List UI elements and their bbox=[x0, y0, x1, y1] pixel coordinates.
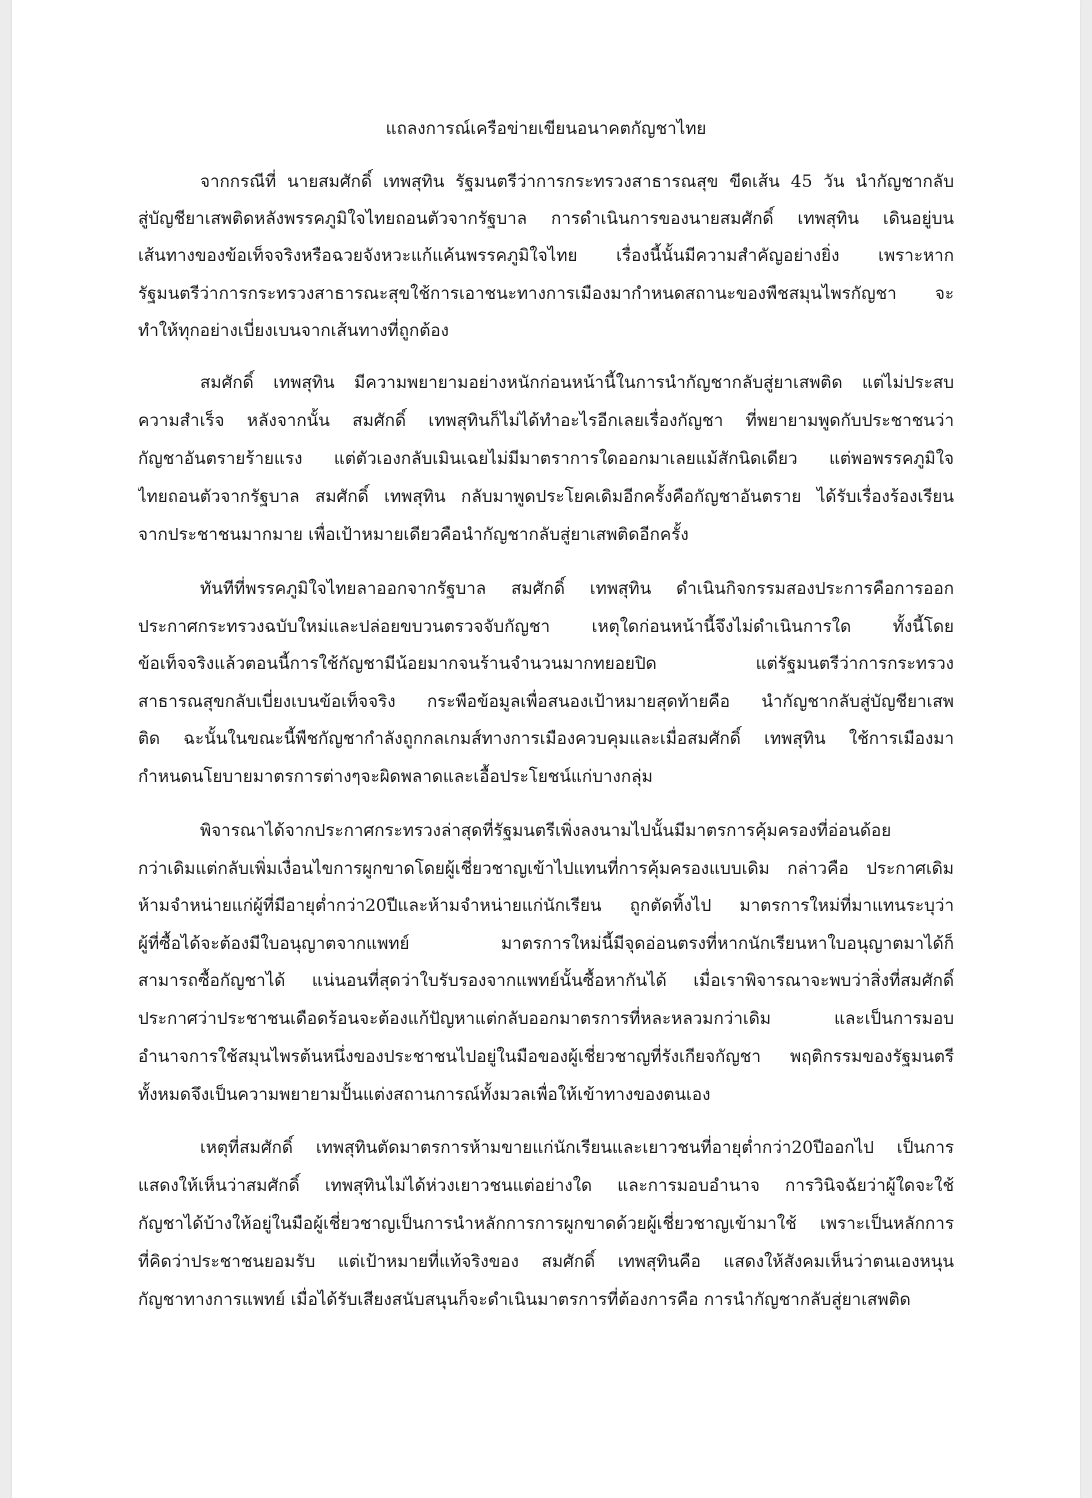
paragraph-line: สมศักดิ์ เทพสุทิน มีความพยายามอย่างหนักก่อนหน้านี้ในการนำกัญชากลับสู่ยาเสพติด แต่ไม่ประสบ bbox=[200, 373, 954, 393]
paragraph-line: รัฐมนตรีว่าการกระทรวงสาธารณะสุขใช้การเอาชนะทางการเมืองมากำหนดสถานะของพืชสมุนไพรกัญชา จะ bbox=[138, 284, 954, 304]
paragraph-line: เส้นทางของข้อเท็จจริงหรือฉวยจังหวะแก้แค้นพรรคภูมิใจไทย เรื่องนี้นั้นมีความสำคัญอย่างยิ่ง เพราะหาก bbox=[138, 246, 954, 266]
paragraph-line: เหตุที่สมศักดิ์ เทพสุทินตัดมาตรการห้ามขายแก่นักเรียนและเยาวชนที่อายุต่ำกว่า20ปีออกไป เป็นการ bbox=[200, 1138, 954, 1158]
paragraph-line: ความสำเร็จ หลังจากนั้น สมศักดิ์ เทพสุทินก็ไม่ได้ทำอะไรอีกเลยเรื่องกัญชา ที่พยายามพูดกับประชาชนว่า bbox=[138, 411, 954, 431]
paragraph-line: ประกาศกระทรวงฉบับใหม่และปล่อยขบวนตรวจจับกัญชา เหตุใดก่อนหน้านี้จึงไม่ดำเนินการใด ทั้งนี้โดย bbox=[138, 617, 954, 637]
paragraph-line: กำหนดนโยบายมาตรการต่างๆจะผิดพลาดและเอื้อประโยชน์แก่บางกลุ่ม bbox=[138, 767, 653, 787]
paragraph-line: กัญชาได้บ้างให้อยู่ในมือผู้เชี่ยวชาญเป็นการนำหลักการการผูกขาดด้วยผู้เชี่ยวชาญเข้ามาใช้ เพราะเป็นหลักการ bbox=[138, 1214, 954, 1234]
paragraph-line: จากกรณีที่ นายสมศักดิ์ เทพสุทิน รัฐมนตรีว่าการกระทรวงสาธารณสุข ขีดเส้น 45 วัน นำกัญชากลับ bbox=[200, 172, 954, 192]
paragraph-line: สู่บัญชียาเสพติดหลังพรรคภูมิใจไทยถอนตัวจากรัฐบาล การดำเนินการของนายสมศักดิ์ เทพสุทิน เดินอยู่บน bbox=[138, 209, 954, 229]
paragraph-line: ข้อเท็จจริงแล้วตอนนี้การใช้กัญชามีน้อยมากจนร้านจำนวนมากทยอยปิด แต่รัฐมนตรีว่าการกระทรวง bbox=[138, 654, 954, 674]
paragraph-line: สาธารณสุขกลับเบี่ยงเบนข้อเท็จจริง กระพือข้อมูลเพื่อสนองเป้าหมายสุดท้ายคือ นำกัญชากลับสู่บัญชียาเสพ bbox=[138, 692, 954, 712]
paragraph-line: ห้ามจำหน่ายแก่ผู้ที่มีอายุต่ำกว่า20ปีและห้ามจำหน่ายแก่นักเรียน ถูกตัดทิ้งไป มาตรการใหม่ที่มาแทนระบุว่า bbox=[138, 896, 954, 916]
paragraph-line: ทันทีที่พรรคภูมิใจไทยลาออกจากรัฐบาล สมศักดิ์ เทพสุทิน ดำเนินกิจกรรมสองประการคือการออก bbox=[200, 579, 954, 599]
paragraph-line: จากประชาชนมากมาย เพื่อเป้าหมายเดียวคือนำกัญชากลับสู่ยาเสพติดอีกครั้ง bbox=[138, 525, 689, 545]
paragraph-line: ที่คิดว่าประชาชนยอมรับ แต่เป้าหมายที่แท้จริงของ สมศักดิ์ เทพสุทินคือ แสดงให้สังคมเห็นว่าตนเองหนุน bbox=[138, 1252, 954, 1272]
paragraph-line: กว่าเดิมแต่กลับเพิ่มเงื่อนไขการผูกขาดโดยผู้เชี่ยวชาญเข้าไปแทนที่การคุ้มครองแบบเดิม กล่าวคือ ประกาศเดิม bbox=[138, 859, 954, 879]
paragraph-line: สามารถซื้อกัญชาได้ แน่นอนที่สุดว่าใบรับรองจากแพทย์นั้นซื้อหากันได้ เมื่อเราพิจารณาจะพบว่าสิ่งที่สมศักดิ์ bbox=[138, 971, 954, 991]
paragraph-line: ทั้งหมดจึงเป็นความพยายามปั้นแต่งสถานการณ์ทั้งมวลเพื่อให้เข้าทางของตนเอง bbox=[138, 1085, 711, 1105]
paragraph-line: กัญชาอันตรายร้ายแรง แต่ตัวเองกลับเมินเฉยไม่มีมาตราการใดออกมาเลยแม้สักนิดเดียว แต่พอพรรคภูมิใจ bbox=[138, 449, 954, 469]
paragraph-line: แสดงให้เห็นว่าสมศักดิ์ เทพสุทินไม่ได้ห่วงเยาวชนแต่อย่างใด และการมอบอำนาจ การวินิจฉัยว่าผู้ใดจะใช้ bbox=[138, 1176, 954, 1196]
paragraph-line: ประกาศว่าประชาชนเดือดร้อนจะต้องแก้ปัญหาแต่กลับออกมาตรการที่หละหลวมกว่าเดิม และเป็นการมอบ bbox=[138, 1009, 954, 1029]
paragraph-line: กัญชาทางการแพทย์ เมื่อได้รับเสียงสนับสนุนก็จะดำเนินมาตรการที่ต้องการคือ การนำกัญชากลับสู่ยาเสพติด bbox=[138, 1290, 911, 1310]
paragraph-line: ติด ฉะนั้นในขณะนี้พืชกัญชากำลังถูกกลเกมส์ทางการเมืองควบคุมและเมื่อสมศักดิ์ เทพสุทิน ใช้การเมืองมา bbox=[138, 729, 954, 749]
paragraph-line: พิจารณาได้จากประกาศกระทรวงล่าสุดที่รัฐมนตรีเพิ่งลงนามไปนั้นมีมาตรการคุ้มครองที่อ่อนด้อย bbox=[200, 821, 892, 841]
paragraph-line: ไทยถอนตัวจากรัฐบาล สมศักดิ์ เทพสุทิน กลับมาพูดประโยคเดิมอีกครั้งคือกัญชาอันตราย ได้รับเรื่องร้องเรียน bbox=[138, 487, 954, 507]
document-title: แถลงการณ์เครือข่ายเขียนอนาคตกัญชาไทย bbox=[385, 119, 707, 139]
paragraph-line: ผู้ที่ซื้อได้จะต้องมีใบอนุญาตจากแพทย์ มาตรการใหม่นี้มีจุดอ่อนตรงที่หากนักเรียนหาใบอนุญาตมาได้ก็ bbox=[138, 934, 954, 954]
paragraph-line: ทำให้ทุกอย่างเบี่ยงเบนจากเส้นทางที่ถูกต้อง bbox=[138, 321, 449, 341]
paragraph-line: อำนาจการใช้สมุนไพรต้นหนึ่งของประชาชนไปอยู่ในมือของผู้เชี่ยวชาญที่รังเกียจกัญชา พฤติกรรมของรัฐมนตรี bbox=[138, 1047, 954, 1067]
